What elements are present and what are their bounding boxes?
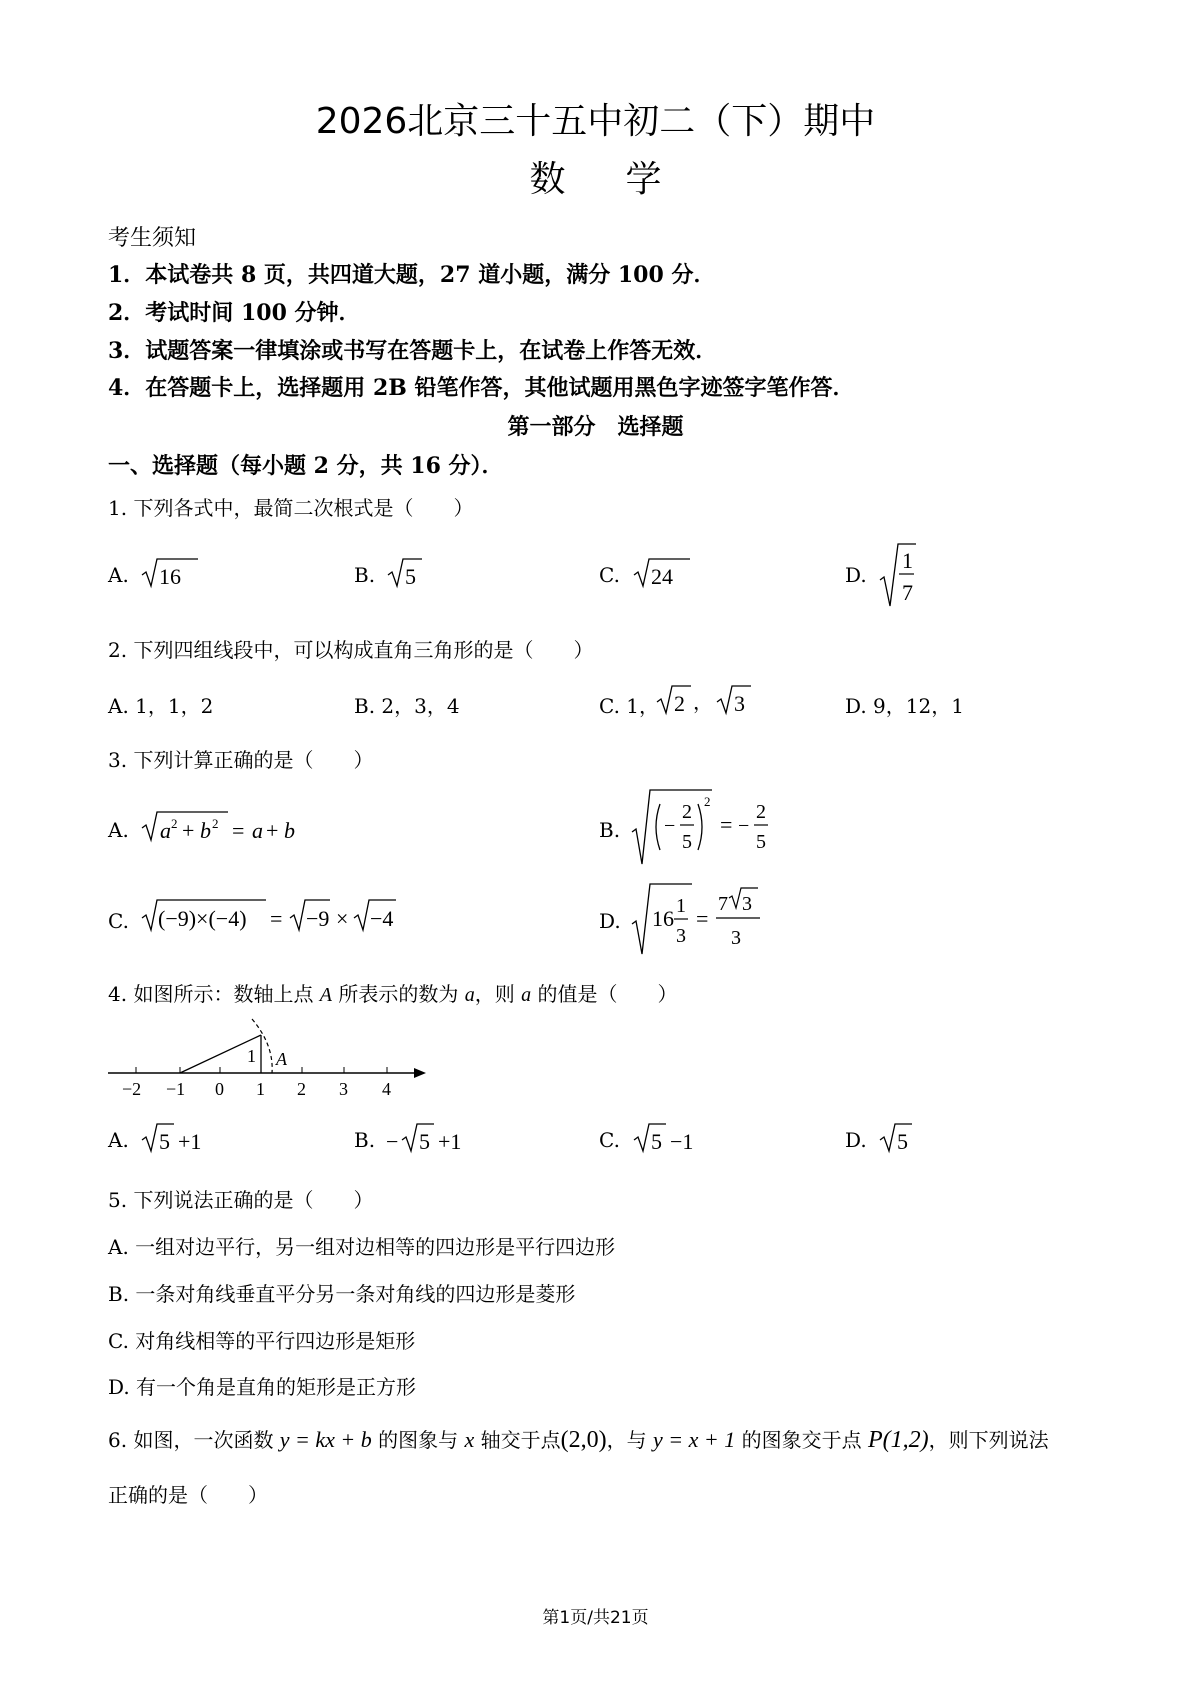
tick-label: 4 bbox=[382, 1079, 391, 1099]
number-line-figure bbox=[104, 1015, 434, 1105]
notice-heading: 考生须知 bbox=[108, 226, 197, 251]
subject-title: 数学 bbox=[529, 159, 722, 200]
tick-label: −2 bbox=[122, 1079, 142, 1099]
notice-item: 3．试题答案一律填涂或书写在答题卡上，在试卷上作答无效． bbox=[108, 338, 718, 364]
question-5-stem: 5. 下列说法正确的是（ ） bbox=[108, 1188, 374, 1212]
svg-text:5: 5 bbox=[682, 831, 692, 853]
q1-option-c-label: C. bbox=[599, 563, 620, 587]
radicand: 24 bbox=[651, 564, 673, 589]
q5-option-c: C. 对角线相等的平行四边形是矩形 bbox=[108, 1329, 416, 1353]
svg-text:5: 5 bbox=[651, 1129, 662, 1154]
denominator: 7 bbox=[902, 580, 913, 605]
q1-option-b-label: B. bbox=[354, 563, 376, 587]
svg-text:5: 5 bbox=[419, 1129, 430, 1154]
q2-option-c-label: C. 1， bbox=[599, 694, 660, 718]
notice-item: 1．本试卷共 8 页，共四道大题，27 道小题，满分 100 分． bbox=[108, 262, 716, 288]
q4-option-a-formula bbox=[140, 1120, 220, 1156]
svg-text:5: 5 bbox=[897, 1129, 908, 1154]
notice-item: 2．考试时间 100 分钟． bbox=[108, 300, 361, 326]
q4-option-c-label: C. bbox=[599, 1128, 620, 1152]
q3-option-c-label: C. bbox=[108, 909, 129, 933]
side-label: 1 bbox=[247, 1046, 256, 1066]
svg-text:2: 2 bbox=[171, 816, 178, 831]
tick-label: 0 bbox=[215, 1079, 224, 1099]
svg-text:−4: −4 bbox=[370, 906, 394, 931]
svg-text:=: = bbox=[232, 818, 245, 843]
numerator: 1 bbox=[902, 548, 913, 573]
radicand: 5 bbox=[405, 564, 416, 589]
svg-text:−1: −1 bbox=[670, 1129, 694, 1154]
svg-text:(−9)×(−4): (−9)×(−4) bbox=[158, 906, 247, 931]
svg-text:3: 3 bbox=[676, 925, 686, 947]
svg-text:2: 2 bbox=[756, 801, 766, 823]
q4-option-c-formula bbox=[632, 1120, 712, 1156]
svg-text:=: = bbox=[270, 906, 283, 931]
part-title: 第一部分 选择题 bbox=[507, 414, 684, 440]
axis-ticks bbox=[136, 1067, 387, 1073]
svg-text:1: 1 bbox=[676, 895, 686, 917]
q2-option-c-radicals bbox=[655, 682, 755, 718]
svg-text:=: = bbox=[696, 906, 709, 931]
svg-text:5: 5 bbox=[756, 831, 766, 853]
tick-label: 3 bbox=[339, 1079, 348, 1099]
svg-text:3: 3 bbox=[731, 927, 741, 949]
svg-text:−: − bbox=[386, 1129, 399, 1154]
tick-label: −1 bbox=[166, 1079, 186, 1099]
q3-option-b-formula bbox=[630, 786, 780, 868]
svg-text:16: 16 bbox=[652, 906, 674, 931]
q1-option-d-radical bbox=[878, 540, 918, 612]
svg-text:+: + bbox=[182, 818, 195, 843]
axis-arrow bbox=[414, 1068, 426, 1078]
q1-option-c-radical bbox=[632, 555, 692, 591]
question-4-stem: 4. 如图所示：数轴上点 A 所表示的数为 a，则 a 的值是（ ） bbox=[108, 982, 678, 1006]
q1-option-a-label: A. bbox=[108, 563, 129, 587]
q4-option-a-label: A. bbox=[108, 1128, 129, 1152]
q4-option-b-formula bbox=[384, 1120, 484, 1156]
radicand: 3 bbox=[734, 691, 745, 716]
q1-option-d-label: D. bbox=[845, 563, 867, 587]
q4-option-d-label: D. bbox=[845, 1128, 867, 1152]
q3-option-c-formula bbox=[140, 896, 410, 936]
svg-text:+1: +1 bbox=[178, 1129, 202, 1154]
question-1-stem: 1. 下列各式中，最简二次根式是（ ） bbox=[108, 496, 474, 520]
svg-text:3: 3 bbox=[742, 893, 752, 915]
radicand: 16 bbox=[159, 564, 181, 589]
question-6-stem: 6. 如图，一次函数 y = kx + b 的图象与 x 轴交于点(2,0)，与 y = x + 1 的图象交于点 P(1,2)，则下列说法 bbox=[108, 1427, 1049, 1453]
q2-option-a: A. 1，1，2 bbox=[108, 694, 214, 718]
exam-title: 2026北京三十五中初二（下）期中 bbox=[315, 101, 876, 142]
svg-text:+: + bbox=[266, 818, 279, 843]
svg-text:a: a bbox=[252, 818, 263, 843]
page-footer: 第1页/共21页 bbox=[542, 1608, 649, 1628]
point-a-label: A bbox=[276, 1049, 287, 1069]
q5-option-a: A. 一组对边平行，另一组对边相等的四边形是平行四边形 bbox=[108, 1235, 616, 1259]
q5-option-b: B. 一条对角线垂直平分另一条对角线的四边形是菱形 bbox=[108, 1282, 576, 1306]
q3-option-a-formula bbox=[140, 806, 320, 846]
svg-text:b: b bbox=[200, 818, 211, 843]
notice-item: 4．在答题卡上，选择题用 2B 铅笔作答，其他试题用黑色字迹签字笔作答． bbox=[108, 375, 855, 401]
svg-text:2: 2 bbox=[212, 816, 219, 831]
section-title: 一、选择题（每小题 2 分，共 16 分）． bbox=[108, 453, 504, 479]
radicand: 2 bbox=[674, 691, 685, 716]
q2-option-d: D. 9，12，1 bbox=[845, 694, 964, 718]
q3-option-b-label: B. bbox=[599, 818, 621, 842]
svg-text:7: 7 bbox=[718, 893, 728, 915]
q1-option-a-radical bbox=[140, 555, 200, 591]
svg-text:−: − bbox=[664, 815, 676, 837]
q1-option-b-radical bbox=[386, 555, 426, 591]
svg-text:−9: −9 bbox=[306, 906, 330, 931]
q5-option-d: D. 有一个角是直角的矩形是正方形 bbox=[108, 1375, 417, 1399]
q3-option-d-formula bbox=[630, 880, 770, 958]
q2-option-b: B. 2，3，4 bbox=[354, 694, 460, 718]
svg-text:5: 5 bbox=[159, 1129, 170, 1154]
q3-option-d-label: D. bbox=[599, 909, 621, 933]
svg-text:=: = bbox=[720, 812, 733, 837]
separator: ， bbox=[693, 692, 713, 714]
svg-text:−: − bbox=[738, 815, 750, 837]
svg-text:a: a bbox=[160, 818, 171, 843]
svg-text:×: × bbox=[336, 906, 349, 931]
svg-text:b: b bbox=[284, 818, 295, 843]
question-6-stem-line2: 正确的是（ ） bbox=[108, 1483, 268, 1507]
tick-label: 1 bbox=[256, 1079, 265, 1099]
question-2-stem: 2. 下列四组线段中，可以构成直角三角形的是（ ） bbox=[108, 638, 594, 662]
question-3-stem: 3. 下列计算正确的是（ ） bbox=[108, 748, 374, 772]
svg-text:+1: +1 bbox=[438, 1129, 462, 1154]
q4-option-b-label: B. bbox=[354, 1128, 376, 1152]
svg-text:2: 2 bbox=[682, 801, 692, 823]
svg-text:2: 2 bbox=[704, 794, 711, 809]
tick-label: 2 bbox=[297, 1079, 306, 1099]
q4-option-d-formula bbox=[878, 1120, 918, 1156]
q3-option-a-label: A. bbox=[108, 818, 129, 842]
